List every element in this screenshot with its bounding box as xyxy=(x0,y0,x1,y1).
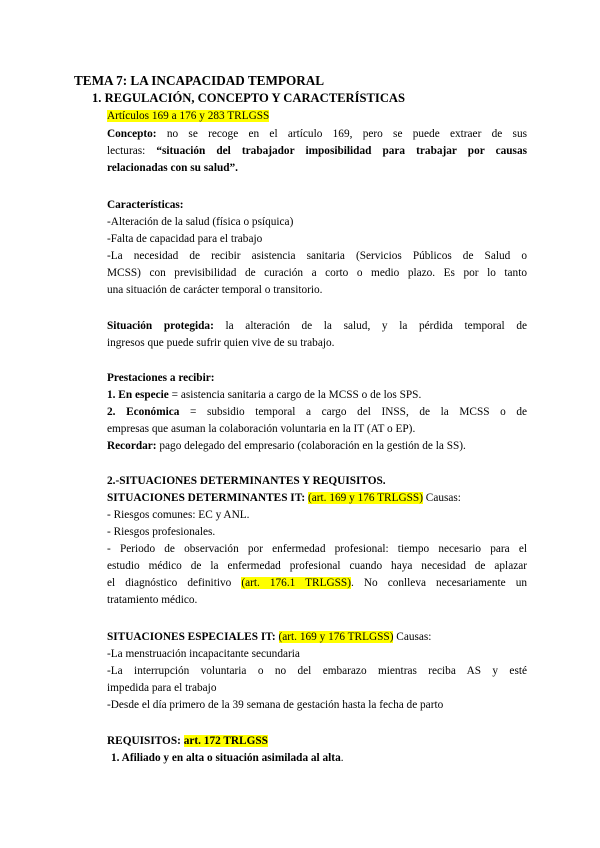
especiales-label: SITUACIONES ESPECIALES IT: xyxy=(107,631,276,643)
caracteristica-item: MCSS) con previsibilidad de curación a corto o medio plazo. Es por lo tanto xyxy=(107,267,527,279)
articles-highlight: Artículos 169 a 176 y 283 TRLGSS xyxy=(107,110,270,122)
determinantes-label: SITUACIONES DETERMINANTES IT: xyxy=(107,492,306,504)
prestaciones-heading: Prestaciones a recibir: xyxy=(107,372,215,384)
recordar-label: Recordar: xyxy=(107,440,157,452)
caracteristica-item: -La necesidad de recibir asistencia sanitaria (Servicios Públicos de Salud o xyxy=(107,250,527,262)
especial-item: -La interrupción voluntaria o no del embarazo mientras reciba AS y esté xyxy=(107,665,527,677)
determinantes-causas: Causas: xyxy=(422,492,461,504)
determinantes-heading xyxy=(107,490,527,507)
determinante-item: - Riesgos comunes: EC y ANL. xyxy=(107,509,250,521)
especie-label: 1. En especie xyxy=(107,389,169,401)
concepto-text-2: lecturas: xyxy=(107,145,157,157)
especie-text: = asistencia sanitaria a cargo de la MCSS o de los SPS. xyxy=(168,389,422,401)
concepto-line-1 xyxy=(107,126,527,143)
section-1-heading: 1. REGULACIÓN, CONCEPTO Y CARACTERÍSTICAS xyxy=(92,91,406,105)
determinante-after-5: . No conlleva necesariamente un xyxy=(350,577,528,589)
prestacion-especie xyxy=(107,387,527,404)
caracteristicas-heading: Características: xyxy=(107,199,184,211)
concepto-line-2 xyxy=(107,143,527,160)
recordar-line xyxy=(107,438,527,455)
prestacion-economica-line-2: empresas que asuman la colaboración voluntaria en la IT (AT o EP). xyxy=(107,423,416,435)
concepto-label: Concepto: xyxy=(107,128,157,140)
requisito-item xyxy=(111,750,531,767)
especial-item: -Desde el día primero de la 39 semana de gestación hasta la fecha de parto xyxy=(107,699,444,711)
economica-label: 2. Económica xyxy=(107,406,180,418)
determinante-text-5: el diagnóstico definitivo xyxy=(107,577,242,589)
especiales-article: (art. 169 y 176 TRLGSS) xyxy=(278,631,394,643)
situacion-protegida-label: Situación protegida: xyxy=(107,320,214,332)
caracteristica-item: -Alteración de la salud (física o psíquica) xyxy=(107,216,294,228)
requisito-item-1-end: . xyxy=(340,752,344,764)
determinante-item: estudio médico de la enfermedad profesional cuando haya necesidad de aplazar xyxy=(107,560,527,572)
especial-item: -La menstruación incapacitante secundaria xyxy=(107,648,300,660)
prestacion-economica-line-1 xyxy=(107,404,527,421)
concepto-text-1: no se recoge en el artículo 169, pero se puede extraer de sus xyxy=(156,128,527,140)
determinante-item: - Riesgos profesionales. xyxy=(107,526,216,538)
requisitos-label: REQUISITOS: xyxy=(107,735,181,747)
articles-line xyxy=(107,108,527,125)
especiales-heading xyxy=(107,629,527,646)
economica-text-1: = subsidio temporal a cargo del INSS, de la MCSS o de xyxy=(179,406,528,418)
document-title: TEMA 7: LA INCAPACIDAD TEMPORAL xyxy=(74,73,325,88)
requisito-item-1: 1. Afiliado y en alta o situación asimilada al alta xyxy=(111,752,341,764)
concepto-definition-2: relacionadas con su salud”. xyxy=(107,162,238,174)
determinante-line-5 xyxy=(107,575,527,592)
concepto-definition-1: “situación del trabajador imposibilidad para trabajar por causas xyxy=(156,145,527,157)
situacion-protegida-line-1 xyxy=(107,318,527,335)
determinante-item: - Periodo de observación por enfermedad profesional: tiempo necesario para el xyxy=(107,543,527,555)
especiales-causas: Causas: xyxy=(393,631,432,643)
situacion-protegida-line-2: ingresos que puede sufrir quien vive de su trabajo. xyxy=(107,337,335,349)
determinante-line-6: tratamiento médico. xyxy=(107,594,198,606)
caracteristica-item: una situación de carácter temporal o transitorio. xyxy=(107,284,323,296)
especial-item: impedida para el trabajo xyxy=(107,682,217,694)
requisitos-heading xyxy=(107,733,527,750)
caracteristica-item: -Falta de capacidad para el trabajo xyxy=(107,233,263,245)
section-2-heading: 2.-SITUACIONES DETERMINANTES Y REQUISITOS. xyxy=(107,475,386,487)
requisitos-article: art. 172 TRLGSS xyxy=(183,735,268,747)
recordar-text: pago delegado del empresario (colaboración en la gestión de la SS). xyxy=(156,440,466,452)
determinante-article-5: (art. 176.1 TRLGSS) xyxy=(241,577,351,589)
situacion-protegida-text-1: la alteración de la salud, y la pérdida temporal de xyxy=(213,320,527,332)
determinantes-article: (art. 169 y 176 TRLGSS) xyxy=(308,492,423,504)
